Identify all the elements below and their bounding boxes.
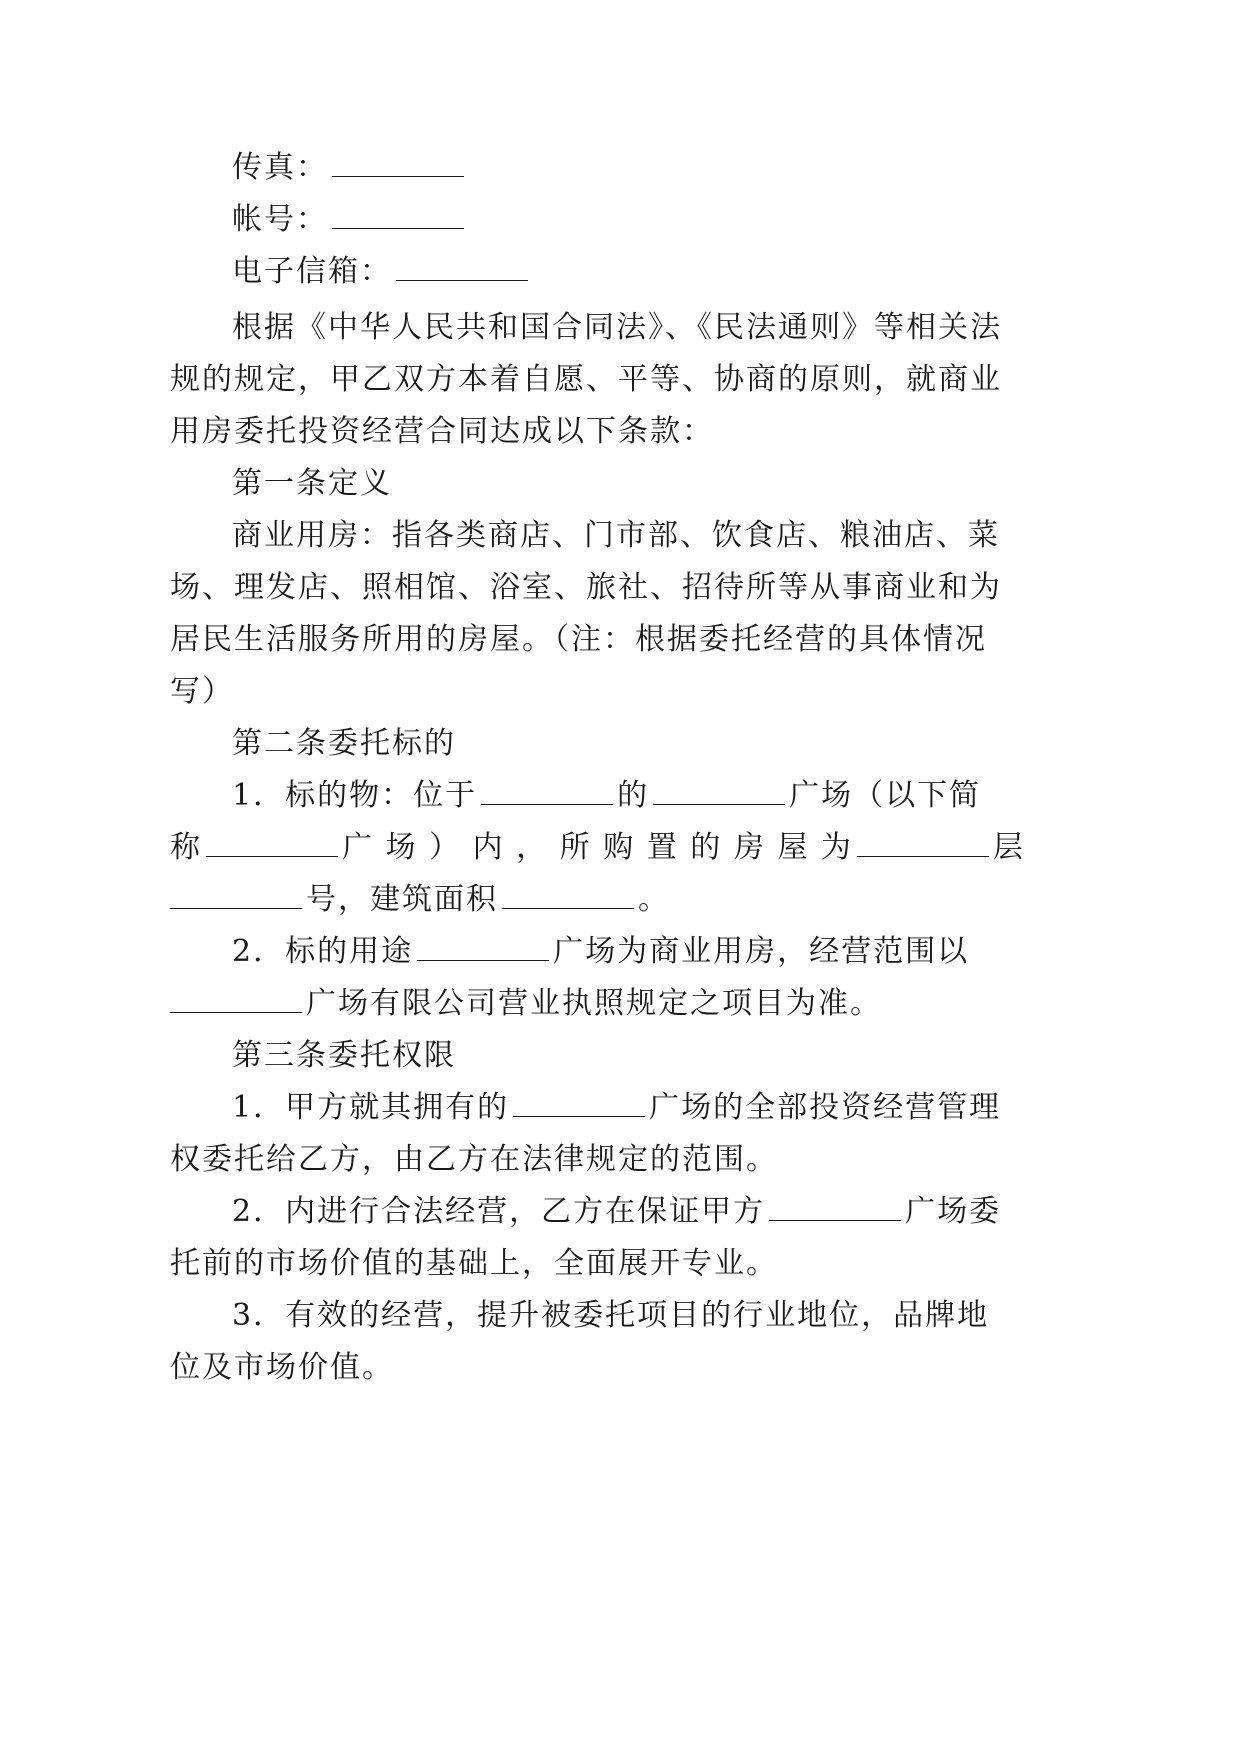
article3-item1-line-2: 权委托给乙方，由乙方在法律规定的范围。 <box>170 1142 778 1177</box>
article3-heading: 第三条委托权限 <box>232 1038 456 1073</box>
article1-line-4: 写） <box>170 674 234 709</box>
article2-item1-line-2 <box>170 828 1241 868</box>
article2-item1-line-3 <box>170 880 1241 920</box>
text-segment: 称 <box>170 830 202 865</box>
text-segment: 1．甲方就其拥有的 <box>232 1090 510 1125</box>
text-segment: 的 <box>617 778 650 813</box>
account-label: 帐号： <box>232 202 328 237</box>
floor-blank <box>857 832 989 857</box>
fax-line <box>232 148 1241 188</box>
text-segment: 2．内进行合法经营，乙方在保证甲方 <box>232 1194 766 1229</box>
text-segment: 层 <box>992 830 1025 865</box>
article3-item3-line-1: 3．有效的经营，提升被委托项目的行业地位，品牌地 <box>232 1298 990 1333</box>
article2-heading: 第二条委托标的 <box>232 726 456 761</box>
email-label: 电子信箱： <box>232 254 392 289</box>
fax-blank <box>332 152 464 177</box>
article3-item2-line-1 <box>232 1192 1241 1232</box>
email-blank <box>396 256 528 281</box>
article3-item3-line-2: 位及市场价值。 <box>170 1350 394 1385</box>
account-line <box>232 200 1241 240</box>
usage-blank <box>417 936 549 961</box>
plaza-name-blank <box>653 780 785 805</box>
article1-line-1: 商业用房：指各类商店、门市部、饮食店、粮油店、菜 <box>232 518 1000 553</box>
article1-line-3: 居民生活服务所用的房屋。（注：根据委托经营的具体情况 <box>170 622 987 657</box>
text-segment: 广场有限公司营业执照规定之项目为准。 <box>306 986 882 1021</box>
article2-item2-line-2 <box>170 984 1241 1024</box>
fax-label: 传真： <box>232 150 328 185</box>
article2-item2-line-1 <box>232 932 1241 972</box>
article3-item1-line-1 <box>232 1088 1241 1128</box>
article2-item1-line-1 <box>232 776 1241 816</box>
preamble-line-1: 根据《中华人民共和国合同法》、《民法通则》等相关法 <box>232 310 1002 345</box>
article3-item2-line-2: 托前的市场价值的基础上，全面展开专业。 <box>170 1246 778 1281</box>
area-blank <box>502 884 634 909</box>
text-segment: 广场（以下简 <box>789 778 982 813</box>
short-name-blank <box>206 832 338 857</box>
text-segment: 2．标的用途 <box>232 934 414 969</box>
location-blank <box>481 780 613 805</box>
unit-number-blank <box>170 884 302 909</box>
text-segment: 广 场 ） 内 ， 所 购 置 的 房 屋 为 <box>342 830 853 865</box>
text-segment: 1．标的物：位于 <box>232 778 478 813</box>
text-segment: 广场为商业用房，经营范围以 <box>553 934 970 969</box>
text-segment: 号，建筑面积 <box>306 882 498 917</box>
text-segment: 广场委 <box>905 1194 1002 1229</box>
guarantee-plaza-blank <box>769 1196 901 1221</box>
preamble-line-2: 规的规定，甲乙双方本着自愿、平等、协商的原则，就商业 <box>170 362 1002 397</box>
article1-line-2: 场、理发店、照相馆、浴室、旅社、招待所等从事商业和为 <box>170 570 1002 605</box>
owned-plaza-blank <box>513 1092 645 1117</box>
text-segment: 。 <box>638 882 670 917</box>
article1-heading: 第一条定义 <box>232 466 392 501</box>
email-line <box>232 252 1241 292</box>
preamble-line-3: 用房委托投资经营合同达成以下条款： <box>170 414 714 449</box>
company-blank <box>170 988 302 1013</box>
text-segment: 广场的全部投资经营管理 <box>649 1090 1002 1125</box>
account-blank <box>332 204 464 229</box>
